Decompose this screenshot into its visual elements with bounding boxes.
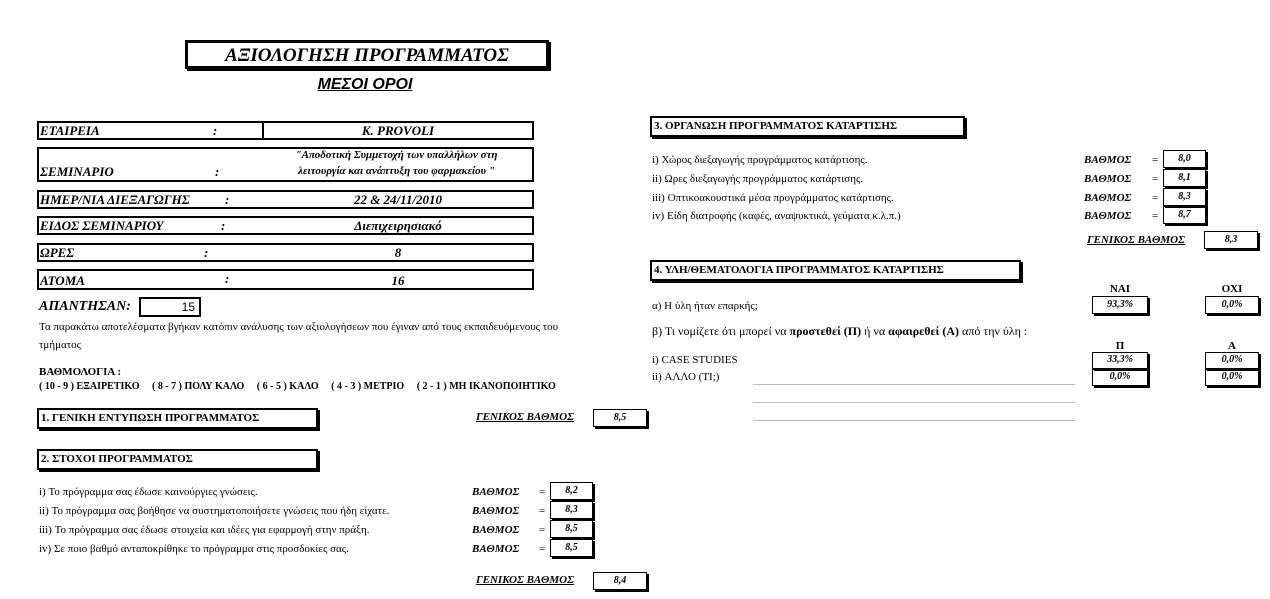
section1-general-text: 8,5 xyxy=(613,412,627,423)
section4-row-2-p-value xyxy=(1092,369,1148,386)
section2-title: 2. ΣΤΟΧΟΙ ΠΡΟΓΡΑΜΜΑΤΟΣ xyxy=(41,453,193,465)
date-label: ΗΜΕΡ/ΝΙΑ ΔΙΕΞΑΓΩΓΗΣ xyxy=(40,192,190,207)
section4-qa-yes-text: 93,3% xyxy=(1107,299,1133,310)
type-label: ΕΙΔΟΣ ΣΕΜΙΝΑΡΙΟΥ xyxy=(40,218,164,233)
seminar-colon: : xyxy=(215,164,220,179)
section4-qb-remove: αφαιρεθεί (Α) xyxy=(888,324,960,338)
hours-label: ΩΡΕΣ xyxy=(40,245,75,260)
section4-row-1-text: i) CASE STUDIES xyxy=(652,354,738,366)
company-value: K. PROVOLI xyxy=(361,123,435,138)
section2-general-label: ΓΕΝΙΚΟΣ ΒΑΘΜΟΣ xyxy=(476,574,574,586)
section2-header xyxy=(37,449,318,470)
type-row xyxy=(37,216,534,235)
section4-qb-pre: β) Τι νομίζετε ότι μπορεί να xyxy=(652,324,790,338)
section4-question-a: α) Η ύλη ήταν επαρκής; xyxy=(652,300,758,312)
answered-value: 15 xyxy=(181,300,195,314)
answered-label: ΑΠΑΝΤΗΣΑΝ: xyxy=(39,299,131,314)
section2-grade-label-4: ΒΑΘΜΟΣ xyxy=(472,543,520,555)
company-label: ΕΤΑΙΡΕΙΑ xyxy=(40,123,100,138)
section3-grade-label-2: ΒΑΘΜΟΣ xyxy=(1084,173,1132,185)
section2-item-3: iii) Το πρόγραμμα σας έδωσε στοιχεία και ιδέες για εφαρμογή στην πράξη. xyxy=(39,524,370,536)
section4-header xyxy=(650,260,1021,281)
section4-no-header: ΟΧΙ xyxy=(1221,283,1243,295)
section2-value-3 xyxy=(550,520,593,538)
section2-grade-label-1: ΒΑΘΜΟΣ xyxy=(472,486,520,498)
section4-row-1-p-value xyxy=(1092,352,1148,369)
section4-a-header: Α xyxy=(1228,340,1236,352)
section2-grade-label-3: ΒΑΘΜΟΣ xyxy=(472,524,520,536)
section4-qa-no-value xyxy=(1205,296,1259,314)
other-answer-line-2 xyxy=(753,402,1075,403)
seminar-value-line1: "Αποδοτική Συμμετοχή των υπαλλήλων στη xyxy=(295,149,498,161)
section2-eq-1: = xyxy=(539,486,546,498)
section4-row-2-a-value xyxy=(1205,369,1259,386)
type-value: Διεπιχειρησιακό xyxy=(354,218,442,233)
results-note-line1: Τα παρακάτω αποτελέσματα βγήκαν κατόπιν ανάλυσης των αξιολογήσεων που έγιναν από τους εκπαιδευόμενους του xyxy=(39,321,559,333)
section3-item-4: iv) Είδη διατροφής (καφές, αναψυκτικά, γεύματα κ.λ.π.) xyxy=(652,210,901,222)
section4-title: 4. ΥΛΗ/ΘΕΜΑΤΟΛΟΓΙΑ ΠΡΟΓΡΑΜΜΑΤΟΣ ΚΑΤΑΡΤΙΣΗΣ xyxy=(654,264,944,276)
date-row xyxy=(37,190,534,209)
section3-eq-1: = xyxy=(1152,154,1159,166)
section4-row-2-text: ii) ΑΛΛΟ (ΤΙ;) xyxy=(652,371,720,383)
section3-value-4 xyxy=(1163,206,1206,224)
section2-eq-2: = xyxy=(539,505,546,517)
section2-item-1: i) Το πρόγραμμα σας έδωσε καινούργιες γνώσεις. xyxy=(39,486,258,498)
section4-row-2-a-text: 0,0% xyxy=(1221,371,1243,382)
title-box xyxy=(185,40,549,69)
section4-row-1-a-text: 0,0% xyxy=(1221,354,1243,365)
section4-p-header: Π xyxy=(1115,340,1125,352)
seminar-value-line2: λειτουργία και ανάπτυξη του φαρμακείου " xyxy=(298,165,495,177)
section4-row-1-a-value xyxy=(1205,352,1259,369)
section2-item-4: iv) Σε ποιο βαθμό ανταποκρίθηκε το πρόγραμμα στις προσδοκίες σας. xyxy=(39,543,349,555)
other-answer-line-3 xyxy=(753,420,1075,421)
section2-value-4-text: 8,5 xyxy=(565,542,578,553)
section4-yes-header: ΝΑΙ xyxy=(1109,283,1131,295)
section2-value-2-text: 8,3 xyxy=(565,504,578,515)
section3-grade-label-3: ΒΑΘΜΟΣ xyxy=(1084,192,1132,204)
section4-qa-yes-value xyxy=(1092,296,1148,314)
section1-title: 1. ΓΕΝΙΚΗ ΕΝΤΥΠΩΣΗ ΠΡΟΓΡΑΜΜΑΤΟΣ xyxy=(41,412,260,424)
company-row xyxy=(37,121,534,140)
section1-header xyxy=(37,408,318,429)
section3-title: 3. ΟΡΓΑΝΩΣΗ ΠΡΟΓΡΑΜΜΑΤΟΣ ΚΑΤΑΡΤΙΣΗΣ xyxy=(654,120,898,132)
section2-value-1 xyxy=(550,482,593,500)
people-row xyxy=(37,269,534,290)
section3-general-text: 8,3 xyxy=(1224,234,1238,245)
people-label: ΑΤΟΜΑ xyxy=(40,273,85,288)
other-answer-line-1 xyxy=(753,384,1075,385)
section3-value-2-text: 8,1 xyxy=(1178,172,1191,183)
section2-grade-label-2: ΒΑΘΜΟΣ xyxy=(472,505,520,517)
section4-question-b xyxy=(652,324,1027,339)
scale-label: ΒΑΘΜΟΛΟΓΙΑ : xyxy=(39,366,122,378)
hours-row xyxy=(37,243,534,262)
section3-value-1 xyxy=(1163,150,1206,168)
section4-row-2-p-text: 0,0% xyxy=(1109,371,1131,382)
seminar-label: ΣΕΜΙΝΑΡΙΟ xyxy=(40,164,114,179)
section3-item-3: iii) Οπτικοακουστικά μέσα προγράμματος κατάρτισης. xyxy=(652,192,894,204)
date-colon: : xyxy=(225,192,230,207)
section2-value-1-text: 8,2 xyxy=(565,485,578,496)
type-colon: : xyxy=(221,218,226,233)
date-value: 22 & 24/11/2010 xyxy=(353,192,443,207)
section3-item-1: i) Χώρος διεξαγωγής προγράμματος κατάρτισης. xyxy=(652,154,868,166)
section2-value-3-text: 8,5 xyxy=(565,523,578,534)
section2-eq-3: = xyxy=(539,524,546,536)
section3-value-3-text: 8,3 xyxy=(1178,191,1191,202)
section3-general-value xyxy=(1204,231,1258,249)
section4-qb-add: προστεθεί (Π) xyxy=(789,324,862,338)
page-subtitle: ΜΕΣΟΙ ΟΡΟΙ xyxy=(317,76,413,93)
people-value: 16 xyxy=(391,273,405,288)
page-title: ΑΞΙΟΛΟΓΗΣΗ ΠΡΟΓΡΑΜΜΑΤΟΣ xyxy=(225,45,509,66)
section1-general-label: ΓΕΝΙΚΟΣ ΒΑΘΜΟΣ xyxy=(476,411,574,423)
hours-colon: : xyxy=(204,245,209,260)
section3-grade-label-4: ΒΑΘΜΟΣ xyxy=(1084,210,1132,222)
answered-value-box xyxy=(139,297,201,317)
hours-value: 8 xyxy=(394,245,402,260)
section4-row-1-p-text: 33,3% xyxy=(1107,354,1133,365)
section2-general-text: 8,4 xyxy=(613,575,627,586)
section3-eq-3: = xyxy=(1152,192,1159,204)
section4-qb-post: από την ύλη : xyxy=(959,324,1028,338)
section3-header xyxy=(650,116,965,137)
section2-item-2: ii) Το πρόγραμμα σας βοήθησε να συστηματοποιήσετε γνώσεις που ήδη είχατε. xyxy=(39,505,390,517)
seminar-row xyxy=(37,147,534,182)
section3-eq-2: = xyxy=(1152,173,1159,185)
section3-item-2: ii) Ωρες διεξαγωγής προγράμματος κατάρτισης. xyxy=(652,173,864,185)
section3-grade-label-1: ΒΑΘΜΟΣ xyxy=(1084,154,1132,166)
section4-qb-mid: ή να xyxy=(861,324,889,338)
scale-levels: ( 10 - 9 ) ΕΞΑΙΡΕΤΙΚΟ ( 8 - 7 ) ΠΟΛΥ ΚΑΛΟ ( 6 - 5 ) ΚΑΛΟ ( 4 - 3 ) ΜΕΤΡΙΟ ( 2 - 1 ) ΜΗ ΙΚΑΝΟΠΟΙΗΤΙΚΟ xyxy=(39,381,556,392)
section2-value-2 xyxy=(550,501,593,519)
section3-general-label: ΓΕΝΙΚΟΣ ΒΑΘΜΟΣ xyxy=(1087,234,1185,246)
section4-qa-no-text: 0,0% xyxy=(1221,299,1243,310)
section3-value-1-text: 8,0 xyxy=(1178,153,1191,164)
section1-general-value xyxy=(593,409,647,427)
section2-eq-4: = xyxy=(539,543,546,555)
people-colon: : xyxy=(225,271,230,286)
section2-value-4 xyxy=(550,539,593,557)
section3-value-2 xyxy=(1163,169,1206,187)
section3-eq-4: = xyxy=(1152,210,1159,222)
section3-value-4-text: 8,7 xyxy=(1178,209,1191,220)
section3-value-3 xyxy=(1163,188,1206,206)
results-note-line2: τμήματος xyxy=(39,339,82,351)
section2-general-value xyxy=(593,572,647,590)
company-colon: : xyxy=(213,123,218,138)
